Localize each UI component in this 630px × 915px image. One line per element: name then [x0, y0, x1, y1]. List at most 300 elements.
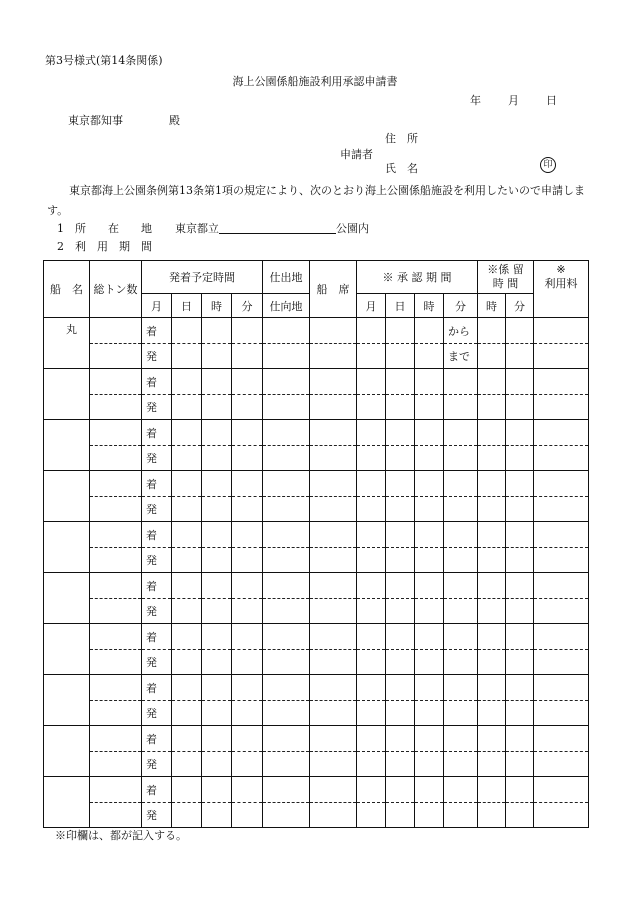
mooring-hour-cell — [478, 395, 506, 420]
approval-hour-cell — [415, 777, 444, 803]
ship-name-cell[interactable] — [44, 522, 90, 573]
ship-name-cell[interactable] — [44, 777, 90, 828]
mooring-hour-cell — [478, 369, 506, 395]
depart-hour-cell[interactable] — [202, 548, 232, 573]
depart-day-cell[interactable] — [172, 701, 202, 726]
mooring-minute-cell — [506, 369, 534, 395]
depart-hour-cell[interactable] — [202, 497, 232, 522]
table-row — [44, 369, 589, 395]
approval-minute-cell — [444, 369, 478, 395]
depart-hour-cell[interactable] — [202, 446, 232, 471]
fee-cell — [534, 446, 589, 471]
tonnage-cell[interactable] — [90, 726, 142, 752]
tonnage-cell[interactable] — [90, 803, 142, 828]
berth-cell — [310, 777, 357, 803]
mooring-hour-cell — [478, 318, 506, 344]
header-berth: 船 席 — [310, 261, 357, 318]
mooring-minute-cell — [506, 548, 534, 573]
depart-label: 発 — [142, 803, 172, 828]
mooring-minute-cell — [506, 777, 534, 803]
name-label: 氏 名 — [385, 162, 418, 175]
fee-cell — [534, 599, 589, 624]
mooring-hour-cell — [478, 548, 506, 573]
mooring-hour-cell — [478, 344, 506, 369]
fee-cell — [534, 573, 589, 599]
table-row — [44, 497, 589, 522]
depart-hour-cell[interactable] — [202, 752, 232, 777]
arrive-hour-cell[interactable] — [202, 624, 232, 650]
table-row — [44, 522, 589, 548]
arrive-minute-cell[interactable] — [232, 777, 263, 803]
approval-hour-cell — [415, 471, 444, 497]
mooring-hour-cell — [478, 446, 506, 471]
depart-hour-cell[interactable] — [202, 344, 232, 369]
approval-month-cell — [357, 395, 386, 420]
approval-day-cell — [386, 650, 415, 675]
origin-cell[interactable] — [263, 369, 310, 395]
destination-cell[interactable] — [263, 803, 310, 828]
tonnage-cell[interactable] — [90, 650, 142, 675]
origin-cell[interactable] — [263, 471, 310, 497]
approval-minute-cell — [444, 548, 478, 573]
mooring-minute-cell — [506, 395, 534, 420]
berth-cell — [310, 471, 357, 497]
approval-hour-cell — [415, 599, 444, 624]
table-body — [44, 318, 589, 828]
berth-cell — [310, 446, 357, 471]
depart-label: 発 — [142, 701, 172, 726]
arrive-label: 着 — [142, 777, 172, 803]
date-month: 月 — [508, 94, 519, 107]
approval-minute-cell — [444, 497, 478, 522]
depart-day-cell[interactable] — [172, 599, 202, 624]
tonnage-cell[interactable] — [90, 675, 142, 701]
arrive-minute-cell[interactable] — [232, 573, 263, 599]
approval-day-cell — [386, 752, 415, 777]
approval-day-cell — [386, 726, 415, 752]
arrive-minute-cell[interactable] — [232, 420, 263, 446]
approval-minute-cell: まで — [444, 344, 478, 369]
table-row — [44, 752, 589, 777]
arrive-minute-cell[interactable] — [232, 318, 263, 344]
ship-name-cell[interactable]: 丸 — [44, 318, 90, 369]
approval-day-cell — [386, 318, 415, 344]
approval-hour-cell — [415, 675, 444, 701]
approval-hour-cell — [415, 803, 444, 828]
header-destination: 仕向地 — [263, 294, 310, 318]
origin-cell[interactable] — [263, 573, 310, 599]
depart-minute-cell[interactable] — [232, 701, 263, 726]
berth-cell — [310, 573, 357, 599]
origin-cell[interactable] — [263, 777, 310, 803]
table-row — [44, 701, 589, 726]
berth-cell — [310, 752, 357, 777]
tonnage-cell[interactable] — [90, 752, 142, 777]
arrive-day-cell[interactable] — [172, 675, 202, 701]
approval-month-cell — [357, 522, 386, 548]
destination-cell[interactable] — [263, 701, 310, 726]
sub-header-mooring-hour: 時 — [478, 294, 506, 318]
depart-minute-cell[interactable] — [232, 803, 263, 828]
destination-cell[interactable] — [263, 344, 310, 369]
origin-cell[interactable] — [263, 675, 310, 701]
mooring-minute-cell — [506, 522, 534, 548]
tonnage-cell[interactable] — [90, 369, 142, 395]
depart-hour-cell[interactable] — [202, 395, 232, 420]
mooring-hour-cell — [478, 420, 506, 446]
approval-hour-cell — [415, 497, 444, 522]
period-label: 2 利 用 期 間 — [57, 240, 152, 253]
approval-hour-cell — [415, 344, 444, 369]
depart-label: 発 — [142, 344, 172, 369]
fee-cell — [534, 726, 589, 752]
mooring-hour-cell — [478, 624, 506, 650]
depart-minute-cell[interactable] — [232, 752, 263, 777]
depart-label: 発 — [142, 446, 172, 471]
depart-day-cell[interactable] — [172, 752, 202, 777]
depart-minute-cell[interactable] — [232, 650, 263, 675]
tonnage-cell[interactable] — [90, 471, 142, 497]
fee-cell — [534, 675, 589, 701]
depart-label: 発 — [142, 497, 172, 522]
approval-month-cell — [357, 471, 386, 497]
sub-header-approval-hour: 時 — [415, 294, 444, 318]
fee-cell — [534, 497, 589, 522]
berth-cell — [310, 522, 357, 548]
depart-minute-cell[interactable] — [232, 446, 263, 471]
fee-cell — [534, 548, 589, 573]
origin-cell[interactable] — [263, 420, 310, 446]
table-row — [44, 803, 589, 828]
depart-hour-cell[interactable] — [202, 599, 232, 624]
approval-day-cell — [386, 803, 415, 828]
depart-minute-cell[interactable] — [232, 497, 263, 522]
tonnage-cell[interactable] — [90, 573, 142, 599]
tonnage-cell[interactable] — [90, 599, 142, 624]
origin-cell[interactable] — [263, 318, 310, 344]
mooring-minute-cell — [506, 446, 534, 471]
approval-month-cell — [357, 420, 386, 446]
tonnage-cell[interactable] — [90, 446, 142, 471]
approval-month-cell — [357, 318, 386, 344]
approval-hour-cell — [415, 726, 444, 752]
approval-hour-cell — [415, 395, 444, 420]
approval-minute-cell — [444, 420, 478, 446]
approval-hour-cell — [415, 522, 444, 548]
tonnage-cell[interactable] — [90, 395, 142, 420]
approval-day-cell — [386, 471, 415, 497]
depart-hour-cell[interactable] — [202, 650, 232, 675]
arrive-label: 着 — [142, 471, 172, 497]
approval-month-cell — [357, 675, 386, 701]
table-row — [44, 395, 589, 420]
approval-hour-cell — [415, 446, 444, 471]
arrive-day-cell[interactable] — [172, 318, 202, 344]
berth-cell — [310, 599, 357, 624]
berth-cell — [310, 701, 357, 726]
ship-name-cell[interactable] — [44, 726, 90, 777]
mooring-minute-cell — [506, 726, 534, 752]
origin-cell[interactable] — [263, 522, 310, 548]
approval-month-cell — [357, 573, 386, 599]
tonnage-cell[interactable] — [90, 344, 142, 369]
table-row — [44, 471, 589, 497]
mooring-minute-cell — [506, 650, 534, 675]
mooring-hour-cell — [478, 726, 506, 752]
arrive-label: 着 — [142, 522, 172, 548]
arrive-label: 着 — [142, 318, 172, 344]
arrive-day-cell[interactable] — [172, 522, 202, 548]
mooring-hour-cell — [478, 573, 506, 599]
park-name-blank[interactable] — [219, 221, 336, 234]
approval-day-cell — [386, 675, 415, 701]
arrive-minute-cell[interactable] — [232, 522, 263, 548]
arrive-minute-cell[interactable] — [232, 369, 263, 395]
destination-cell[interactable] — [263, 446, 310, 471]
table-row — [44, 777, 589, 803]
arrive-hour-cell[interactable] — [202, 420, 232, 446]
berth-cell — [310, 624, 357, 650]
header-approval-period: ※ 承 認 期 間 — [357, 261, 478, 294]
arrive-hour-cell[interactable] — [202, 369, 232, 395]
sub-header-hour: 時 — [202, 294, 232, 318]
tonnage-cell[interactable] — [90, 318, 142, 344]
approval-hour-cell — [415, 752, 444, 777]
mooring-minute-cell — [506, 624, 534, 650]
berth-cell — [310, 395, 357, 420]
approval-hour-cell — [415, 701, 444, 726]
origin-cell[interactable] — [263, 726, 310, 752]
arrive-day-cell[interactable] — [172, 624, 202, 650]
ship-name-cell[interactable] — [44, 675, 90, 726]
sub-header-day: 日 — [172, 294, 202, 318]
mooring-minute-cell — [506, 803, 534, 828]
berth-cell — [310, 344, 357, 369]
approval-minute-cell — [444, 752, 478, 777]
depart-day-cell[interactable] — [172, 497, 202, 522]
document-title: 海上公園係船施設利用承認申請書 — [232, 75, 398, 88]
arrive-hour-cell[interactable] — [202, 777, 232, 803]
arrive-day-cell[interactable] — [172, 471, 202, 497]
approval-minute-cell — [444, 624, 478, 650]
arrive-hour-cell[interactable] — [202, 318, 232, 344]
arrive-minute-cell[interactable] — [232, 624, 263, 650]
fee-cell — [534, 318, 589, 344]
approval-month-cell — [357, 726, 386, 752]
approval-month-cell — [357, 344, 386, 369]
depart-label: 発 — [142, 650, 172, 675]
berth-cell — [310, 420, 357, 446]
mooring-minute-cell — [506, 318, 534, 344]
header-mooring-time: ※係 留 時 間 — [478, 261, 534, 294]
table-row — [44, 344, 589, 369]
approval-hour-cell — [415, 650, 444, 675]
ship-name-cell[interactable] — [44, 573, 90, 624]
depart-day-cell[interactable] — [172, 650, 202, 675]
depart-day-cell[interactable] — [172, 803, 202, 828]
mooring-hour-cell — [478, 803, 506, 828]
berth-cell — [310, 369, 357, 395]
approval-month-cell — [357, 752, 386, 777]
mooring-minute-cell — [506, 420, 534, 446]
arrive-label: 着 — [142, 573, 172, 599]
approval-day-cell — [386, 395, 415, 420]
fee-cell — [534, 369, 589, 395]
approval-month-cell — [357, 599, 386, 624]
arrive-day-cell[interactable] — [172, 726, 202, 752]
depart-minute-cell[interactable] — [232, 599, 263, 624]
location-suffix: 公園内 — [336, 222, 369, 235]
header-fee: ※ 利用料 — [534, 261, 589, 318]
approval-day-cell — [386, 344, 415, 369]
arrive-label: 着 — [142, 420, 172, 446]
arrive-minute-cell[interactable] — [232, 675, 263, 701]
fee-cell — [534, 344, 589, 369]
ship-name-cell[interactable] — [44, 420, 90, 471]
arrive-hour-cell[interactable] — [202, 573, 232, 599]
mooring-minute-cell — [506, 344, 534, 369]
tonnage-cell[interactable] — [90, 522, 142, 548]
approval-hour-cell — [415, 318, 444, 344]
berth-cell — [310, 726, 357, 752]
table-row — [44, 599, 589, 624]
approval-day-cell — [386, 420, 415, 446]
ship-name-cell[interactable] — [44, 471, 90, 522]
mooring-minute-cell — [506, 573, 534, 599]
seal-mark: 印 — [540, 157, 556, 173]
sub-header-minute: 分 — [232, 294, 263, 318]
tonnage-cell[interactable] — [90, 701, 142, 726]
fee-cell — [534, 624, 589, 650]
table-row — [44, 675, 589, 701]
approval-minute-cell — [444, 522, 478, 548]
address-label: 住 所 — [385, 132, 418, 145]
table-row — [44, 624, 589, 650]
header-origin: 仕出地 — [263, 261, 310, 294]
approval-hour-cell — [415, 573, 444, 599]
arrive-day-cell[interactable] — [172, 369, 202, 395]
mooring-hour-cell — [478, 650, 506, 675]
date-day: 日 — [546, 94, 557, 107]
sub-header-mooring-minute: 分 — [506, 294, 534, 318]
approval-minute-cell — [444, 446, 478, 471]
depart-hour-cell[interactable] — [202, 803, 232, 828]
depart-day-cell[interactable] — [172, 344, 202, 369]
ship-name-cell[interactable] — [44, 369, 90, 420]
sub-header-approval-day: 日 — [386, 294, 415, 318]
addressee-name: 東京都知事 — [68, 114, 123, 127]
body-text: 東京都海上公園条例第13条第1項の規定により、次のとおり海上公園係船施設を利用したいので申請します。 — [47, 184, 585, 217]
mooring-hour-cell — [478, 599, 506, 624]
berth-cell — [310, 650, 357, 675]
tonnage-cell[interactable] — [90, 497, 142, 522]
approval-day-cell — [386, 548, 415, 573]
depart-minute-cell[interactable] — [232, 395, 263, 420]
approval-minute-cell — [444, 803, 478, 828]
mooring-minute-cell — [506, 752, 534, 777]
approval-month-cell — [357, 701, 386, 726]
header-ship-name: 船 名 — [44, 261, 90, 318]
approval-hour-cell — [415, 420, 444, 446]
arrive-hour-cell[interactable] — [202, 471, 232, 497]
tonnage-cell[interactable] — [90, 777, 142, 803]
arrive-label: 着 — [142, 675, 172, 701]
arrive-day-cell[interactable] — [172, 420, 202, 446]
berth-cell — [310, 675, 357, 701]
arrive-minute-cell[interactable] — [232, 726, 263, 752]
origin-cell[interactable] — [263, 624, 310, 650]
footnote: ※印欄は、都が記入する。 — [55, 829, 187, 842]
tonnage-cell[interactable] — [90, 624, 142, 650]
approval-minute-cell: から — [444, 318, 478, 344]
mooring-hour-cell — [478, 675, 506, 701]
arrive-hour-cell[interactable] — [202, 675, 232, 701]
depart-hour-cell[interactable] — [202, 701, 232, 726]
ship-name-cell[interactable] — [44, 624, 90, 675]
depart-label: 発 — [142, 752, 172, 777]
approval-month-cell — [357, 497, 386, 522]
depart-minute-cell[interactable] — [232, 344, 263, 369]
header-planned-time: 発着予定時間 — [142, 261, 263, 294]
destination-cell[interactable] — [263, 650, 310, 675]
fee-cell — [534, 777, 589, 803]
fee-cell — [534, 650, 589, 675]
approval-day-cell — [386, 446, 415, 471]
approval-minute-cell — [444, 395, 478, 420]
approval-day-cell — [386, 573, 415, 599]
table-row — [44, 548, 589, 573]
table-row — [44, 726, 589, 752]
approval-hour-cell — [415, 548, 444, 573]
destination-cell[interactable] — [263, 752, 310, 777]
destination-cell[interactable] — [263, 395, 310, 420]
approval-minute-cell — [444, 471, 478, 497]
depart-label: 発 — [142, 548, 172, 573]
destination-cell[interactable] — [263, 548, 310, 573]
tonnage-cell[interactable] — [90, 420, 142, 446]
mooring-minute-cell — [506, 497, 534, 522]
depart-label: 発 — [142, 599, 172, 624]
arrive-hour-cell[interactable] — [202, 522, 232, 548]
arrive-label: 着 — [142, 726, 172, 752]
approval-month-cell — [357, 777, 386, 803]
date-line — [470, 92, 557, 108]
fee-cell — [534, 420, 589, 446]
depart-minute-cell[interactable] — [232, 548, 263, 573]
depart-day-cell[interactable] — [172, 446, 202, 471]
approval-day-cell — [386, 599, 415, 624]
depart-day-cell[interactable] — [172, 548, 202, 573]
destination-cell[interactable] — [263, 497, 310, 522]
table-row — [44, 446, 589, 471]
destination-cell[interactable] — [263, 599, 310, 624]
mooring-hour-cell — [478, 471, 506, 497]
depart-day-cell[interactable] — [172, 395, 202, 420]
arrive-day-cell[interactable] — [172, 777, 202, 803]
depart-label: 発 — [142, 395, 172, 420]
arrive-day-cell[interactable] — [172, 573, 202, 599]
date-year: 年 — [470, 94, 481, 107]
location-label: 1 所 在 地 — [57, 222, 152, 235]
mooring-hour-cell — [478, 752, 506, 777]
tonnage-cell[interactable] — [90, 548, 142, 573]
approval-day-cell — [386, 497, 415, 522]
fee-cell — [534, 803, 589, 828]
approval-day-cell — [386, 522, 415, 548]
addressee — [68, 112, 180, 128]
arrive-minute-cell[interactable] — [232, 471, 263, 497]
arrive-hour-cell[interactable] — [202, 726, 232, 752]
